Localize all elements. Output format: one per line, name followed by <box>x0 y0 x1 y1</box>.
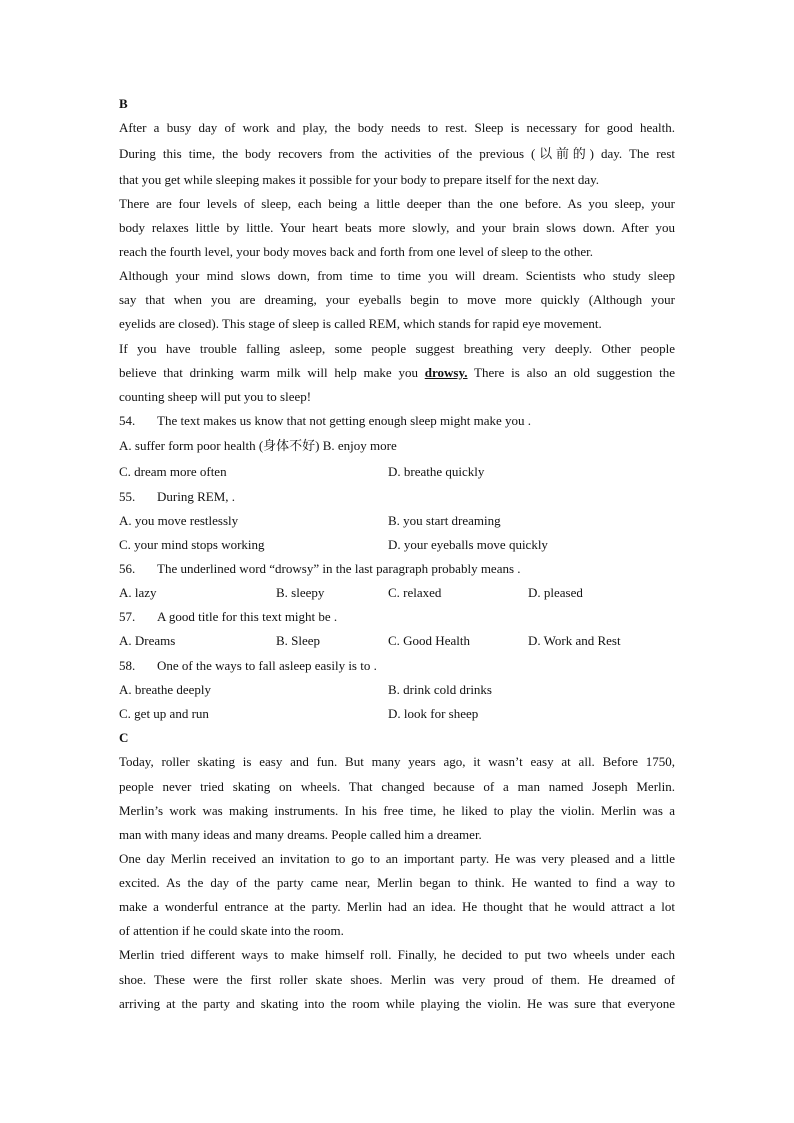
passage-b-text: There is also an old suggestion the <box>467 365 676 380</box>
question-text: During REM, . <box>157 489 235 504</box>
option-b: B. drink cold drinks <box>388 682 492 697</box>
passage-c-line: people never tried skating on wheels. That changed because of a man named Joseph Merlin. <box>119 779 675 794</box>
underlined-word-drowsy: drowsy. <box>424 365 468 380</box>
option-c: C. dream more often <box>119 464 227 479</box>
question-56 <box>119 561 675 577</box>
passage-c-line: make a wonderful entrance at the party. Merlin had an idea. He thought that he would attract a lot <box>119 899 675 914</box>
section-c-heading: C <box>119 730 129 745</box>
passage-b-line: counting sheep will put you to sleep! <box>119 389 312 404</box>
option-a: A. lazy <box>119 585 157 600</box>
passage-b-line: During this time, the body recovers from the activities of the previous (以前的) day. The rest <box>119 146 675 161</box>
question-58 <box>119 658 675 674</box>
question-text: The text makes us know that not getting enough sleep might make you . <box>157 413 532 428</box>
section-b-heading: B <box>119 96 128 111</box>
passage-c-line: Merlin tried different ways to make himself roll. Finally, he decided to put two wheels under each <box>119 947 675 962</box>
passage-b-text: believe that drinking warm milk will help make you <box>119 365 425 380</box>
passage-b-line: If you have trouble falling asleep, some people suggest breathing very deeply. Other people <box>119 341 675 356</box>
option-c: C. Good Health <box>388 633 470 648</box>
passage-c-line: of attention if he could skate into the room. <box>119 923 344 938</box>
passage-b-line: reach the fourth level, your body moves back and forth from one level of sleep to the other. <box>119 244 593 259</box>
passage-c-line: Today, roller skating is easy and fun. But many years ago, it wasn’t easy at all. Before 1750, <box>119 754 675 769</box>
passage-c-line: One day Merlin received an invitation to go to an important party. He was very pleased and a little <box>119 851 675 866</box>
question-57 <box>119 609 675 625</box>
option-b: B. sleepy <box>276 585 325 600</box>
option-d: D. breathe quickly <box>388 464 485 479</box>
option-b: B. Sleep <box>276 633 321 648</box>
question-text: One of the ways to fall asleep easily is to . <box>157 658 377 673</box>
option-d: D. Work and Rest <box>528 633 621 648</box>
option-c: C. relaxed <box>388 585 442 600</box>
question-number: 58. <box>119 658 136 673</box>
passage-c-line: man with many ideas and many dreams. People called him a dreamer. <box>119 827 482 842</box>
passage-c-line: excited. As the day of the party came near, Merlin began to think. He wanted to find a way to <box>119 875 675 890</box>
passage-c-line: Merlin’s work was making instruments. In his free time, he liked to play the violin. Merlin was a <box>119 803 675 818</box>
passage-b-line: After a busy day of work and play, the body needs to rest. Sleep is necessary for good health. <box>119 120 675 135</box>
passage-c-line: shoe. These were the first roller skate shoes. Merlin was very proud of them. He dreamed of <box>119 972 675 987</box>
option-a: A. suffer form poor health (身体不好) B. enjoy more <box>119 438 397 453</box>
option-c: C. get up and run <box>119 706 209 721</box>
question-number: 57. <box>119 609 136 624</box>
option-a: A. Dreams <box>119 633 176 648</box>
question-text: The underlined word “drowsy” in the last paragraph probably means . <box>157 561 521 576</box>
option-d: D. look for sheep <box>388 706 479 721</box>
question-text: A good title for this text might be . <box>157 609 338 624</box>
passage-b-line: Although your mind slows down, from time to time you will dream. Scientists who study sleep <box>119 268 675 283</box>
passage-c-line: arriving at the party and skating into the room while playing the violin. He was sure that everyone <box>119 996 675 1011</box>
question-number: 55. <box>119 489 136 504</box>
option-c: C. your mind stops working <box>119 537 265 552</box>
option-a: A. you move restlessly <box>119 513 239 528</box>
option-d: D. pleased <box>528 585 583 600</box>
option-d: D. your eyeballs move quickly <box>388 537 548 552</box>
question-54 <box>119 413 675 429</box>
passage-b-line: body relaxes little by little. Your heart beats more slowly, and your brain slows down. After you <box>119 220 675 235</box>
passage-b-line <box>119 365 675 381</box>
question-55 <box>119 489 675 505</box>
passage-b-line: that you get while sleeping makes it possible for your body to prepare itself for the next day. <box>119 172 600 187</box>
passage-b-line: There are four levels of sleep, each being a little deeper than the one before. As you sleep, your <box>119 196 675 211</box>
passage-b-line: eyelids are closed). This stage of sleep is called REM, which stands for rapid eye movement. <box>119 316 602 331</box>
question-number: 54. <box>119 413 136 428</box>
passage-b-line: say that when you are dreaming, your eyeballs begin to move more quickly (Although your <box>119 292 675 307</box>
option-b: B. you start dreaming <box>388 513 501 528</box>
option-a: A. breathe deeply <box>119 682 212 697</box>
question-number: 56. <box>119 561 136 576</box>
